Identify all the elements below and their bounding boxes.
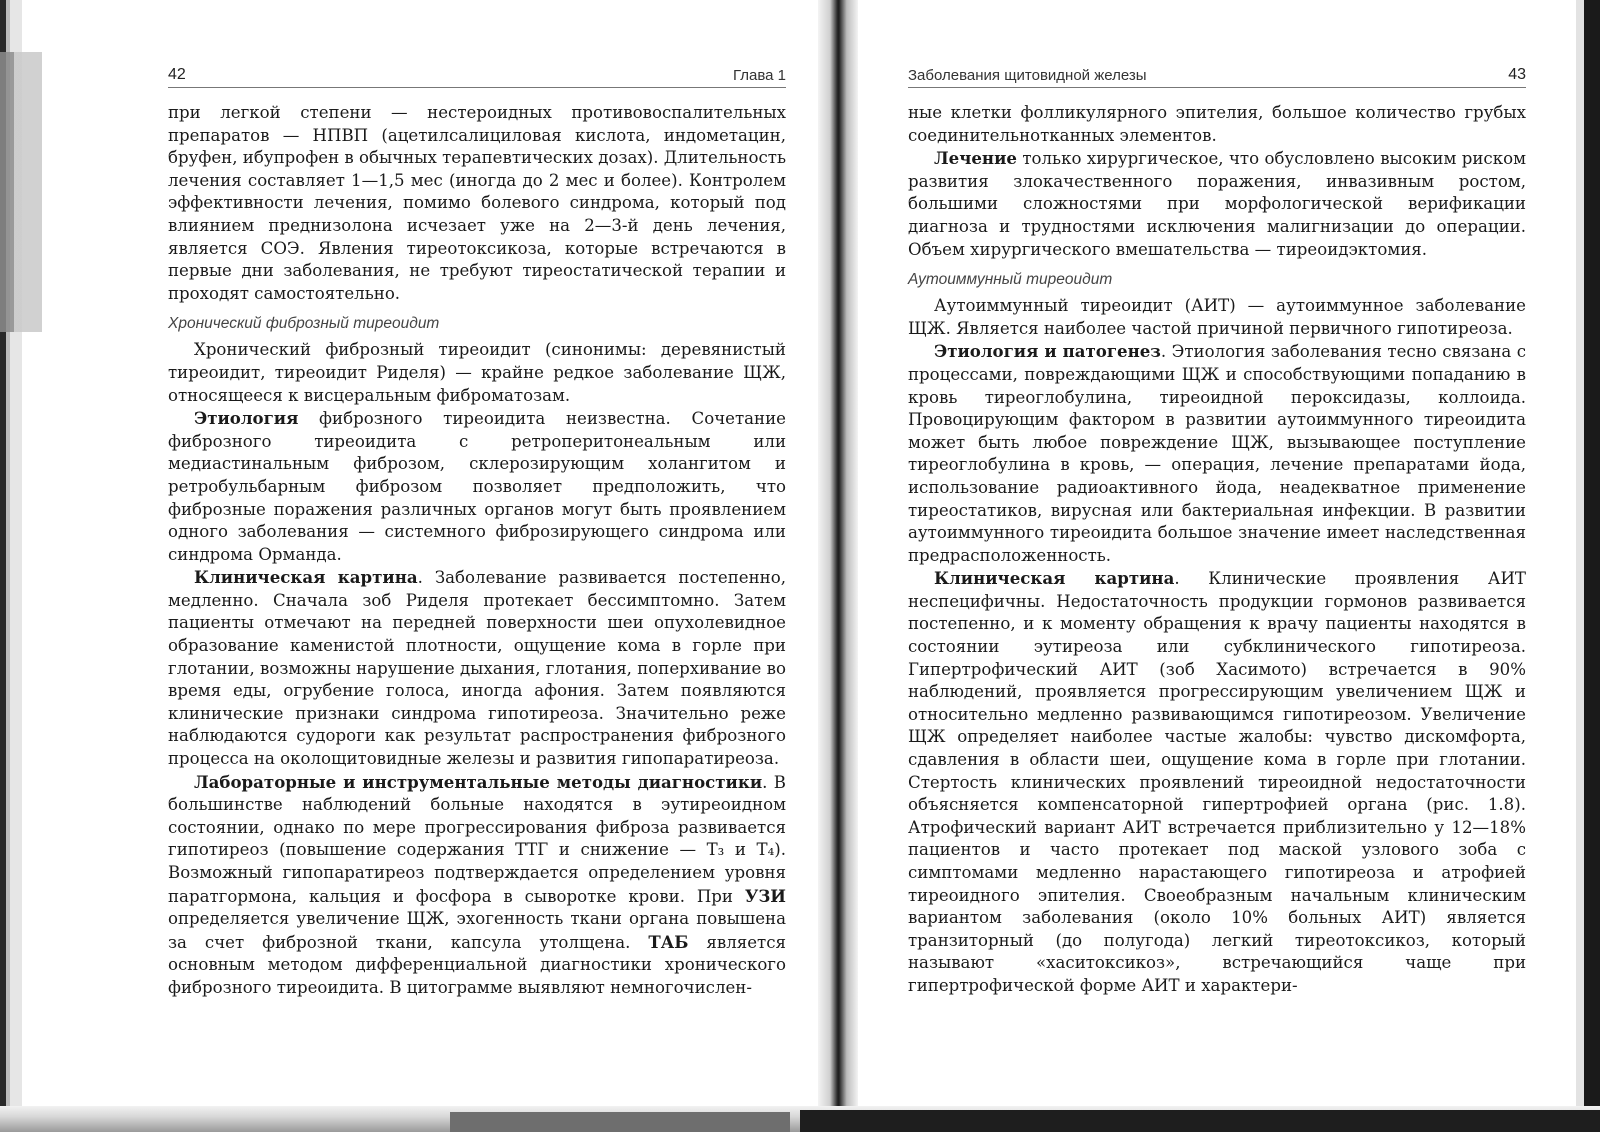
tab-term: ТАБ	[648, 931, 689, 952]
left-paragraph-1: при легкой степени — нестероидных противовоспалительных препаратов — НПВП (ацетилсалициловая кислота, индометацин, бруфен, ибупрофен в обычных терапевтических дозах). Длительность лечения составляет 1—1,5 мес (иногда до 2 мес и более). Контролем эффективности лечения, помимо болевого синдрома, который под влиянием преднизолона исчезает уже на 2—3-й день лечения, является СОЭ. Явления тиреотоксикоза, которые встречаются в первые дни заболевания, не требуют тиреостатической терапии и проходят самостоятельно.	[168, 103, 786, 303]
right-paragraph-4	[908, 340, 1526, 567]
left-page-body	[168, 88, 786, 1000]
diagnostics-term: Лабораторные и инструментальные методы диагностики	[194, 771, 763, 792]
right-paragraph-4-text: . Этиология заболевания тесно связана с процессами, повреждающими ЩЖ и способствующими попаданию в кровь тиреоглобулина, тиреоидной пероксидазы, коллоида. Провоцирующим фактором в развитии аутоиммунного тиреоидита может быть любое повреждение ЩЖ, вызывающее поступление тиреоглобулина в кровь, — операция, лечение препаратами йода, использование радиоактивного йода, неадекватное применение тиреостатиков, вирусная или бактериальная инфекции. В развитии аутоиммунного тиреоидита большое значение имеет наследственная предрасположенность.	[908, 342, 1526, 565]
left-page	[168, 60, 786, 1000]
right-paragraph-2	[908, 147, 1526, 261]
book-gutter	[818, 0, 858, 1132]
scan-shadow-bottom-left	[450, 1112, 790, 1132]
right-page	[908, 60, 1526, 998]
right-page-number: 43	[1508, 66, 1526, 83]
treatment-term: Лечение	[934, 148, 1017, 169]
right-paragraph-3: Аутоиммунный тиреоидит (АИТ) — аутоиммунное заболевание ЩЖ. Является наиболее частой причиной первичного гипотиреоза.	[908, 296, 1526, 338]
right-section-heading: Аутоиммунный тиреоидит	[908, 271, 1113, 289]
etiology-term: Этиология	[194, 408, 299, 429]
right-chapter-title: Заболевания щитовидной железы	[908, 67, 1147, 84]
left-paragraph-4-text: . Заболевание развивается постепенно, медленно. Сначала зоб Риделя протекает бессимптомно. Затем пациенты отмечают на передней поверхности шеи опухолевидное образование каменистой плотности, ощущение кома в горле при глотании, возможны нарушение дыхания, глотания, поперхивание во время еды, огрубение голоса, иногда афония. Затем появляются клинические признаки синдрома гипотиреоза. Значительно реже наблюдаются судороги как результат распространения фиброзного процесса на околощитовидные железы и развития гипопаратиреоза.	[168, 568, 787, 769]
etiology-pathogenesis-term: Этиология и патогенез	[934, 341, 1161, 362]
left-page-number: 42	[168, 66, 186, 83]
right-paragraph-1: ные клетки фолликулярного эпителия, большое количество грубых соединительнотканных элементов.	[908, 103, 1526, 145]
scan-edge-band	[0, 52, 42, 332]
left-paragraph-3	[168, 407, 786, 566]
clinical-picture-term-right: Клиническая картина	[934, 568, 1175, 589]
left-chapter-title: Глава 1	[732, 67, 786, 84]
left-paragraph-3-text: фиброзного тиреоидита неизвестна. Сочетание фиброзного тиреоидита с ретроперитонеальным или медиастинальным фиброзом, склерозирующим холангитом и ретробульбарным фиброзом позволяет предположить, что фиброзные поражения различных органов могут быть проявлением одного заболевания — системного фиброзирующего синдрома или синдрома Орманда.	[168, 409, 786, 564]
right-paragraph-2-text: только хирургическое, что обусловлено высоким риском развития злокачественного поражения, инвазивным ростом, большими сложностями при морфологической верификации диагноза и трудностями исключения малигнизации до операции. Объем хирургического вмешательства — тиреоидэктомия.	[908, 149, 1526, 259]
left-paragraph-5-text-c: является основным методом дифференциальной диагностики хронического фиброзного тиреоидита. В цитограмме выявляют немногочислен-	[168, 932, 786, 997]
right-page-body	[908, 88, 1526, 998]
right-paragraph-5	[908, 567, 1526, 997]
clinical-picture-term: Клиническая картина	[194, 567, 418, 588]
left-running-head	[168, 60, 786, 88]
right-running-head	[908, 60, 1526, 88]
left-paragraph-5	[168, 771, 786, 1000]
uzi-term: УЗИ	[744, 885, 786, 906]
left-paragraph-2: Хронический фиброзный тиреоидит (синонимы: деревянистый тиреоидит, тиреоидит Риделя) — крайне редкое заболевание ЩЖ, относящееся к висцеральным фиброматозам.	[168, 340, 786, 405]
left-section-heading: Хронический фиброзный тиреоидит	[168, 315, 440, 333]
right-paragraph-5-text: . Клинические проявления АИТ неспецифичны. Недостаточность продукции гормонов развивается постепенно, и к моменту обращения к врачу пациенты находятся в состоянии эутиреоза или субклинического гипотиреоза. Гипертрофический АИТ (зоб Хасимото) встречается в 90% наблюдений, проявляется прогрессирующим увеличением ЩЖ и относительно медленно развивающимся гипотиреозом. Увеличение ЩЖ определяет наиболее частые жалобы: чувство дискомфорта, сдавления в области шеи, ощущение кома в горле при глотании. Стертость клинических проявлений тиреоидной недостаточности объясняется компенсаторной гипертрофией органа (рис. 1.8). Атрофический вариант АИТ встречается приблизительно у 12—18% пациентов и часто протекает под маской узлового зоба с симптомами медленно нарастающего гипотиреоза и атрофией тиреоидного эпителия. Своеобразным начальным клиническим вариантом заболевания (около 10% больных АИТ) является транзиторный (до полугода) легкий тиреотоксикоз, который называют «хаситоксикоз», встречающийся чаще при гипертрофической форме АИТ и характери-	[908, 569, 1526, 995]
scan-edge-right	[1560, 0, 1600, 1132]
scan-shadow-bottom-right	[800, 1110, 1600, 1132]
left-paragraph-4	[168, 566, 786, 770]
left-paragraph-5-text-b: определяется увеличение ЩЖ, эхогенность ткани органа повышена за счет фиброзной ткани, капсула утолщена.	[168, 909, 786, 952]
left-paragraph-5-text-a: . В большинстве наблюдений больные находятся в эутиреоидном состоянии, однако по мере прогрессирования фиброза развивается гипотиреоз (повышение содержания ТТГ и снижение — Т₃ и Т₄). Возможный гипопаратиреоз подтверждается определением уровня паратгормона, кальция и фосфора в сыворотке крови. При	[168, 772, 786, 906]
